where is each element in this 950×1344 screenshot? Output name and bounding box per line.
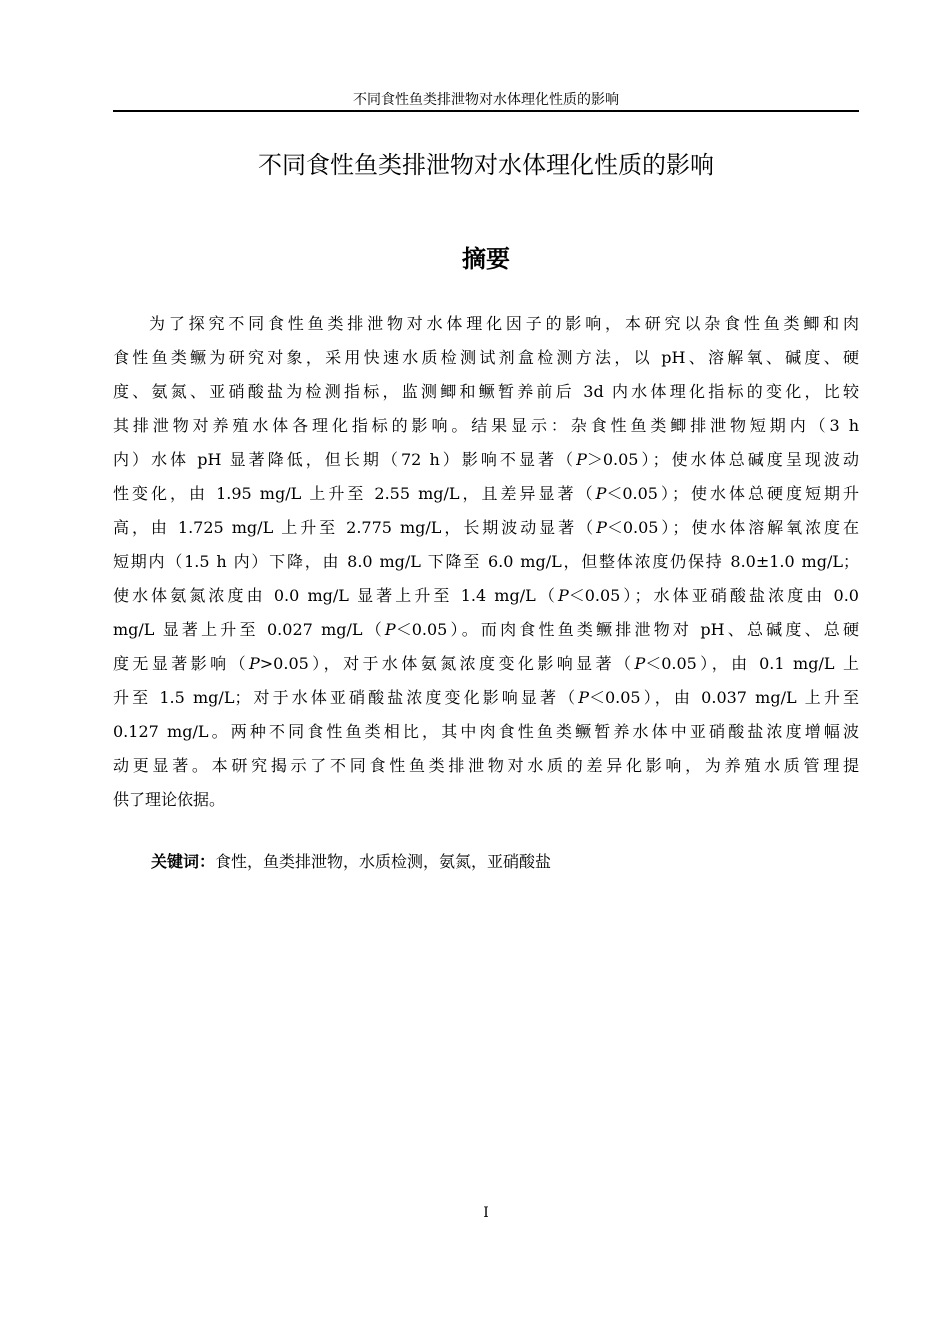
abstract-line: 高，由 1.725 mg/L 上升至 2.775 mg/L，长期波动显著（P＜0.05）；使水体溶解氧浓度在 [113, 518, 859, 537]
abstract-line: 动更显著。本研究揭示了不同食性鱼类排泄物对水质的差异化影响，为养殖水质管理提 [113, 756, 859, 775]
abstract-line: 供了理论依据。 [113, 790, 226, 809]
abstract-line: mg/L 显著上升至 0.027 mg/L（P＜0.05）。而肉食性鱼类鳜排泄物对 pH、总碱度、总硬 [113, 620, 859, 639]
keywords-label: 关键词： [151, 852, 216, 871]
abstract-line: 内）水体 pH 显著降低，但长期（72 h）影响不显著（P＞0.05）；使水体总碱度呈现波动 [113, 450, 859, 469]
keywords-row [151, 845, 551, 879]
abstract-body [113, 307, 859, 817]
abstract-line: 0.127 mg/L。两种不同食性鱼类相比，其中肉食性鱼类鳜暂养水体中亚硝酸盐浓度增幅波 [113, 722, 859, 741]
abstract-line: 升至 1.5 mg/L；对于水体亚硝酸盐浓度变化影响显著（P＜0.05），由 0.037 mg/L 上升至 [113, 688, 859, 707]
abstract-line: 食性鱼类鳜为研究对象，采用快速水质检测试剂盒检测方法，以 pH、溶解氧、碱度、硬 [113, 348, 859, 367]
abstract-line: 度无显著影响（P>0.05），对于水体氨氮浓度变化影响显著（P＜0.05），由 0.1 mg/L 上 [113, 654, 859, 673]
keywords-text: 食性，鱼类排泄物，水质检测，氨氮，亚硝酸盐 [215, 852, 552, 871]
abstract-line: 为了探究不同食性鱼类排泄物对水体理化因子的影响，本研究以杂食性鱼类鲫和肉 [149, 314, 859, 333]
document-title: 不同食性鱼类排泄物对水体理化性质的影响 [258, 151, 714, 179]
page-header [113, 90, 859, 112]
abstract-heading: 摘要 [462, 245, 510, 273]
abstract-line: 使水体氨氮浓度由 0.0 mg/L 显著上升至 1.4 mg/L（P＜0.05）；水体亚硝酸盐浓度由 0.0 [113, 586, 859, 605]
abstract-line: 性变化，由 1.95 mg/L 上升至 2.55 mg/L，且差异显著（P＜0.05）；使水体总硬度短期升 [113, 484, 859, 503]
page-number: I [483, 1205, 489, 1221]
running-title: 不同食性鱼类排泄物对水体理化性质的影响 [353, 92, 619, 108]
abstract-line: 度、氨氮、亚硝酸盐为检测指标，监测鲫和鳜暂养前后 3d 内水体理化指标的变化，比较 [113, 382, 859, 401]
abstract-line: 其排泄物对养殖水体各理化指标的影响。结果显示：杂食性鱼类鲫排泄物短期内（3 h [113, 416, 859, 435]
abstract-line: 短期内（1.5 h 内）下降，由 8.0 mg/L 下降至 6.0 mg/L，但整体浓度仍保持 8.0±1.0 mg/L； [113, 552, 859, 571]
